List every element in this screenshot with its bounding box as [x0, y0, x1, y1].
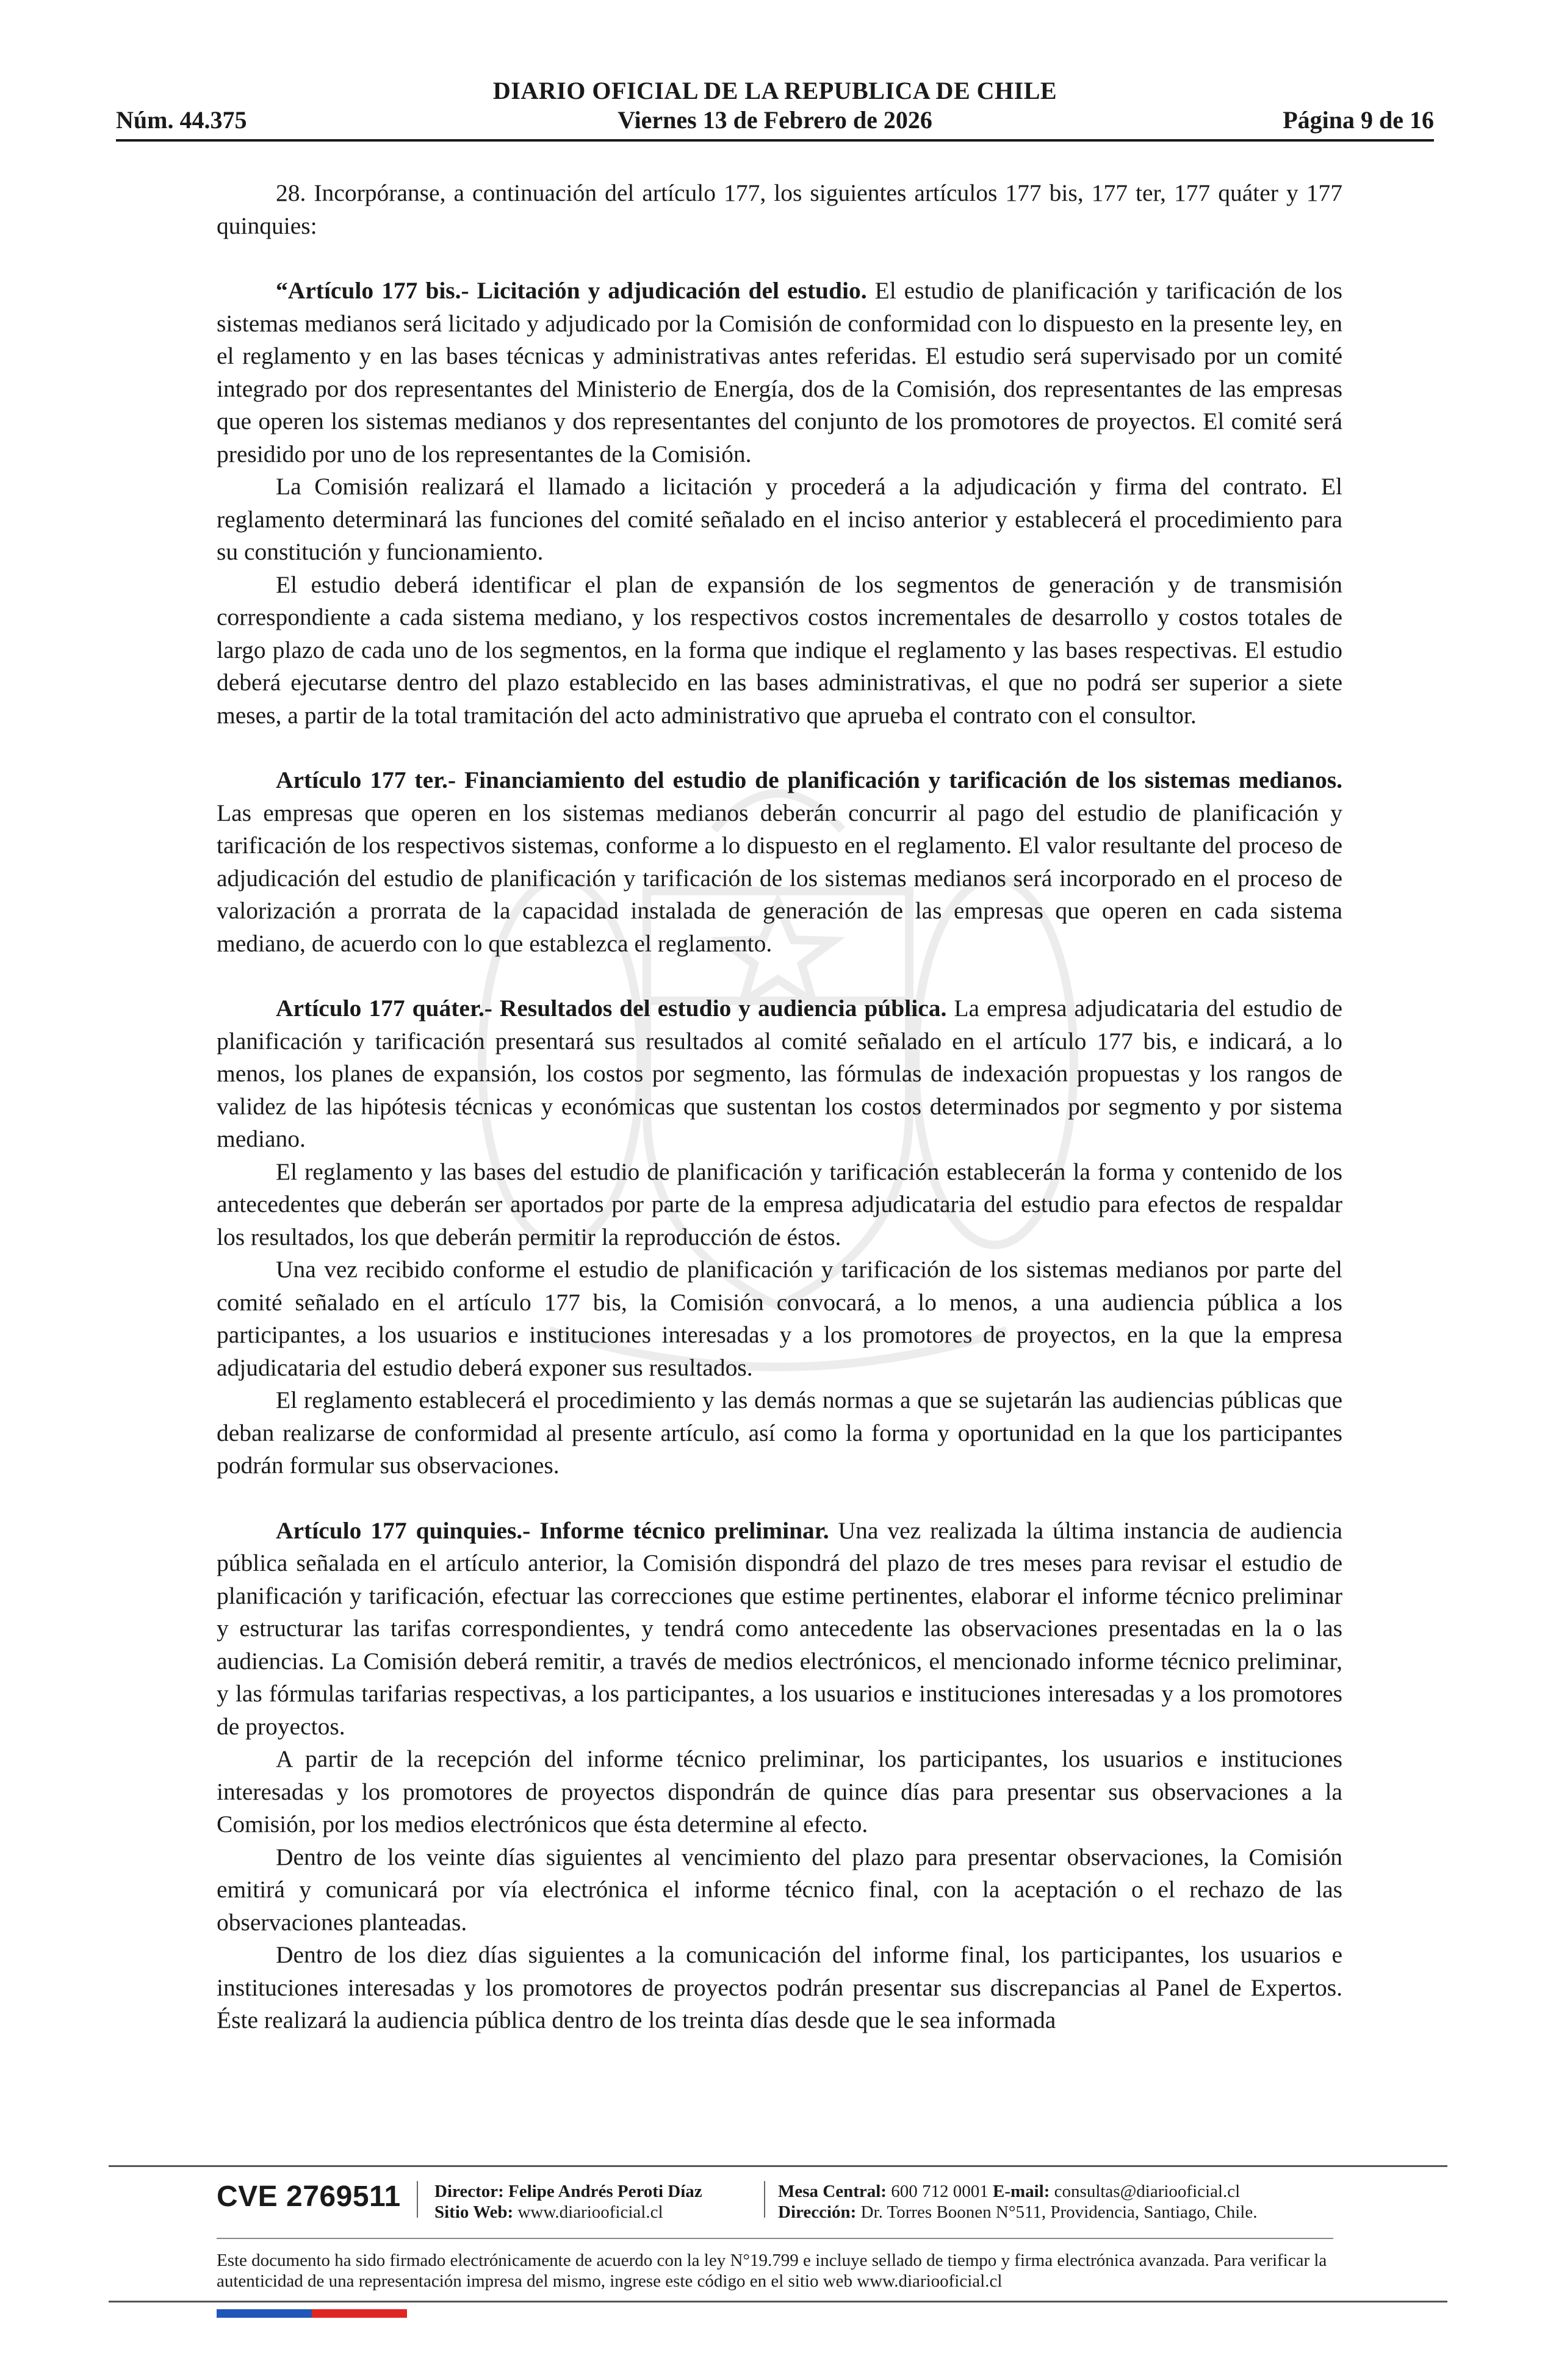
article-177-quater [217, 992, 1342, 1156]
issue-date: Viernes 13 de Febrero de 2026 [618, 106, 932, 134]
article-heading: Artículo 177 ter.- Financiamiento del estudio de planificación y tarificación de los sistemas medianos. [276, 766, 1342, 793]
paragraph: El estudio deberá identificar el plan de expansión de los segmentos de generación y de transmisión correspondiente a cada sistema mediano, y los respectivos costos incrementales de desarrollo y costos totales de largo plazo de cada uno de los segmentos, en la forma que indique el reglamento y las bases respectivas. El estudio deberá ejecutarse dentro del plazo establecido en las bases administrativas, el que no podrá ser superior a siete meses, a partir de la total tramitación del acto administrativo que aprueba el contrato con el consultor. [217, 571, 1342, 729]
page-number: Página 9 de 16 [1283, 106, 1434, 134]
footer-rule-bottom [109, 2301, 1447, 2302]
director-line: Director: Felipe Andrés Peroti Díaz [434, 2182, 702, 2201]
paragraph: El reglamento establecerá el procedimiento y las demás normas a que se sujetarán las audiencias públicas que deban realizarse de conformidad al presente artículo, así como la forma y oportunidad en la que los participantes podrán formular sus observaciones. [217, 1387, 1342, 1479]
issue-number: Núm. 44.375 [116, 106, 247, 134]
article-177-ter [217, 764, 1342, 960]
contact-info [778, 2181, 1257, 2223]
paragraph: La Comisión realizará el llamado a licitación y procederá a la adjudicación y firma del contrato. El reglamento determinará las funciones del comité señalado en el inciso anterior y establecerá el procedimiento para su constitución y funcionamiento. [217, 473, 1342, 565]
website-link[interactable]: www.diariooficial.cl [513, 2202, 663, 2222]
director-info [434, 2181, 702, 2223]
footer-divider [417, 2181, 418, 2218]
document-body [217, 177, 1342, 2037]
flag-stripe [217, 2309, 407, 2318]
cve-code: CVE 2769511 [217, 2180, 401, 2213]
footer-rule-middle [217, 2238, 1333, 2239]
article-text: El estudio de planificación y tarificación de los sistemas medianos será licitado y adjudicado por la Comisión de conformidad con lo dispuesto en la presente ley, en el reglamento y en las bases técnicas y administrativas antes referidas. El estudio será supervisado por un comité integrado por dos representantes del Ministerio de Energía, dos de la Comisión, dos representantes de las empresas que operen los sistemas medianos y dos representantes del conjunto de los promotores de proyectos. El comité será presidido por uno de los representantes de la Comisión. [217, 277, 1342, 467]
paragraph: Una vez recibido conforme el estudio de planificación y tarificación de los sistemas medianos por parte del comité señalado en el artículo 177 bis, la Comisión convocará, a lo menos, a una audiencia pública a los participantes, a los usuarios e instituciones interesadas y a los promotores de proyectos, en la que la empresa adjudicataria del estudio deberá exponer sus resultados. [217, 1256, 1342, 1381]
paragraph: Dentro de los diez días siguientes a la comunicación del informe final, los participantes, los usuarios e instituciones interesadas y los promotores de proyectos podrán presentar sus discrepancias al Panel de Expertos. Éste realizará la audiencia pública dentro de los treinta días desde que le sea informada [217, 1941, 1342, 2033]
publication-title: DIARIO OFICIAL DE LA REPUBLICA DE CHILE [492, 77, 1057, 104]
phone-email-line: Mesa Central: 600 712 0001 E-mail: consultas@diariooficial.cl [778, 2182, 1241, 2201]
item-28-intro: 28. Incorpóranse, a continuación del artículo 177, los siguientes artículos 177 bis, 177 ter, 177 quáter y 177 quinquies: [217, 179, 1342, 239]
flag-red-segment [312, 2309, 407, 2318]
article-text: Una vez realizada la última instancia de audiencia pública señalada en el artículo anterior, la Comisión dispondrá del plazo de tres meses para revisar el estudio de planificación y tarificación, efectuar las correcciones que estime pertinentes, elaborar el informe técnico preliminar y estructurar las tarifas correspondientes, y tendrá como antecedente las observaciones presentadas en la o las audiencias. La Comisión deberá remitir, a través de medios electrónicos, el mencionado informe técnico preliminar, y las fórmulas tarifarias respectivas, a los participantes, a los usuarios e instituciones interesadas y a los promotores de proyectos. [217, 1516, 1342, 1740]
header-rule [116, 139, 1434, 142]
address-line: Dirección: Dr. Torres Boonen N°511, Providencia, Santiago, Chile. [778, 2202, 1258, 2222]
article-177-bis [217, 275, 1342, 471]
article-heading: Artículo 177 quáter.- Resultados del estudio y audiencia pública. [276, 995, 947, 1022]
paragraph: Dentro de los veinte días siguientes al vencimiento del plazo para presentar observaciones, la Comisión emitirá y comunicará por vía electrónica el informe técnico final, con la aceptación o el rechazo de las observaciones planteadas. [217, 1843, 1342, 1936]
article-heading: “Artículo 177 bis.- Licitación y adjudicación del estudio. [276, 277, 867, 304]
article-text: La empresa adjudicataria del estudio de planificación y tarificación presentará sus resultados al comité señalado en el artículo 177 bis, e indicará, a lo menos, los planes de expansión, los costos por segmento, las fórmulas de indexación propuestas y los rangos de validez de las hipótesis técnicas y económicas que sustentan los costos determinados por segmento y por sistema mediano. [217, 995, 1343, 1152]
flag-blue-segment [217, 2309, 312, 2318]
article-text: Las empresas que operen en los sistemas medianos deberán concurrir al pago del estudio de planificación y tarificación de los respectivos sistemas, conforme a lo dispuesto en el reglamento. El valor resultante del proceso de adjudicación del estudio de planificación y tarificación de los sistemas medianos será incorporado en el proceso de valorización a prorrata de la capacidad instalada de generación de las empresas que operen en cada sistema mediano, de acuerdo con lo que establezca el reglamento. [217, 799, 1342, 957]
page-header [116, 76, 1434, 143]
website-line: Sitio Web: www.diariooficial.cl [434, 2202, 663, 2222]
footer-rule-top [109, 2165, 1447, 2167]
paragraph: A partir de la recepción del informe técnico preliminar, los participantes, los usuarios e instituciones interesadas y los promotores de proyectos dispondrán de quince días para presentar sus observaciones a la Comisión, por los medios electrónicos que ésta determine al efecto. [217, 1745, 1342, 1837]
article-heading: Artículo 177 quinquies.- Informe técnico preliminar. [276, 1516, 829, 1544]
legal-notice: Este documento ha sido firmado electrónicamente de acuerdo con la ley N°19.799 e incluye sellado de tiempo y firma electrónica avanzada. Para verificar la autenticidad de una representación impresa del mismo, ingrese este código en el sitio web www.diariooficial.cl [217, 2251, 1327, 2291]
paragraph: El reglamento y las bases del estudio de planificación y tarificación establecerán la forma y contenido de los antecedentes que deberán ser aportados por parte de la empresa adjudicataria del estudio para efectos de respaldar los resultados, los que deberán permitir la reproducción de éstos. [217, 1158, 1342, 1250]
article-177-quinquies [217, 1515, 1342, 1744]
footer-divider [764, 2181, 765, 2218]
email-link[interactable]: consultas@diariooficial.cl [1050, 2182, 1241, 2201]
